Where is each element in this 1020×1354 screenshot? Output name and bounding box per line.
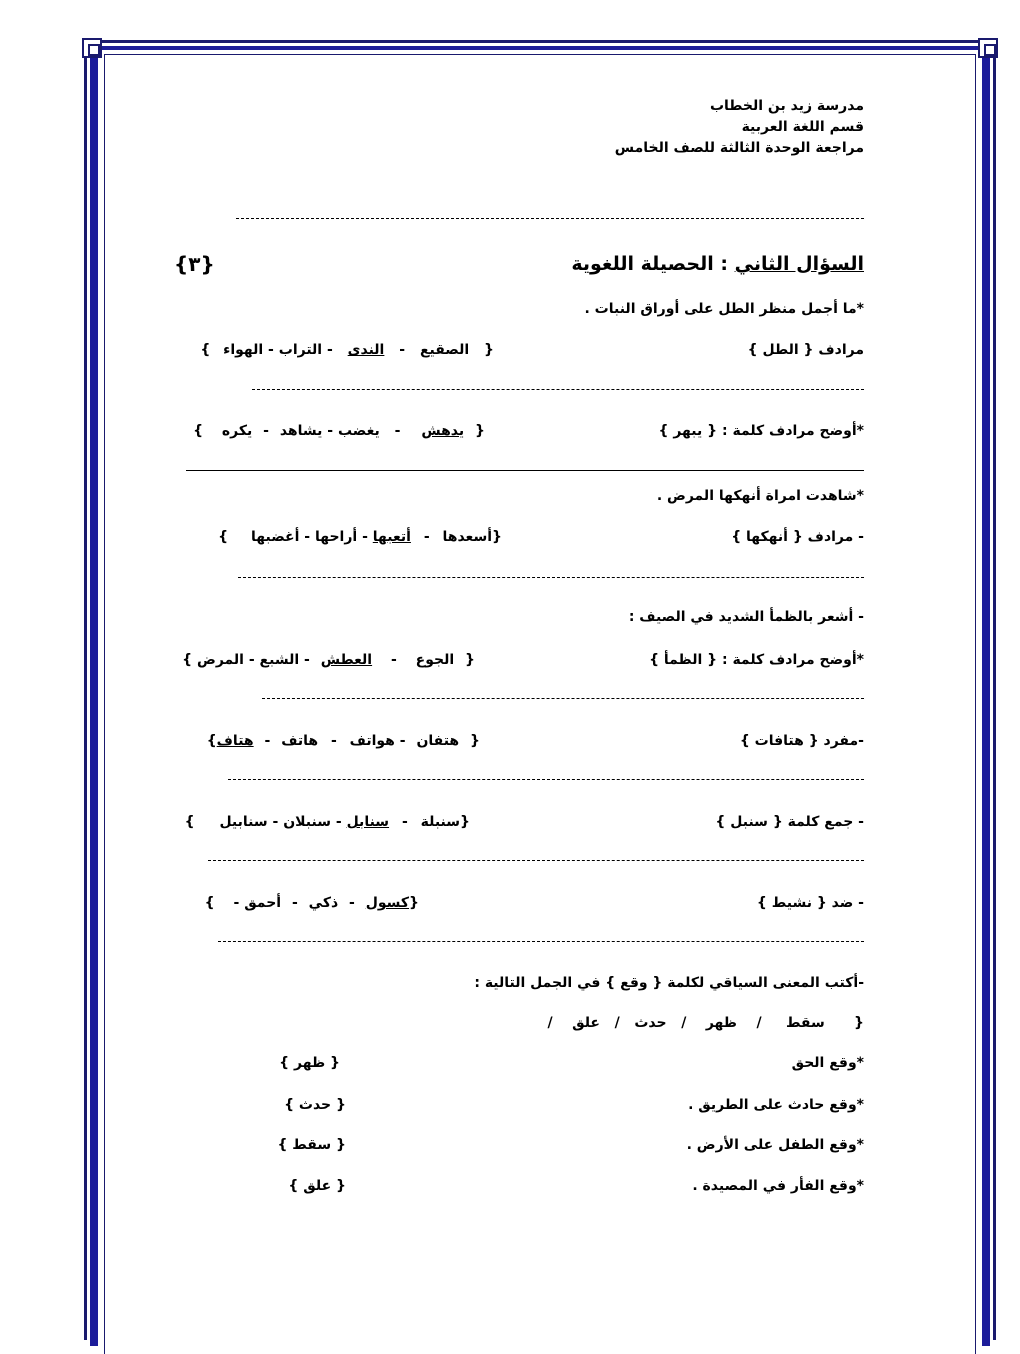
q5-label: -مفرد { هتافات } bbox=[739, 733, 864, 749]
header-divider bbox=[236, 218, 864, 219]
sentence-2: *شاهدت امراة أنهكها المرض . bbox=[656, 488, 864, 504]
answer-line bbox=[262, 698, 864, 699]
section-title bbox=[571, 252, 864, 276]
q1-options: { الصقيع - الندى - التراب - الهواء } bbox=[200, 342, 494, 358]
question-label: السؤال الثاني bbox=[734, 253, 864, 275]
q4-label: *أوضح مرادف كلمة : { الظمأ } bbox=[649, 652, 864, 668]
q4-correct: العطش bbox=[320, 652, 373, 668]
corner-ornament-right bbox=[978, 38, 998, 58]
q1-label: مرادف { الطل } bbox=[747, 342, 864, 358]
corner-ornament-left bbox=[82, 38, 102, 58]
q2-label: *أوضح مرادف كلمة : { يبهر } bbox=[658, 423, 864, 439]
q2-correct: يدهش bbox=[421, 423, 465, 439]
context-instruction: -أكتب المعنى السياقي لكلمة { وقع } في الجمل التالية : bbox=[474, 975, 864, 991]
q5-correct: هتاف bbox=[216, 733, 254, 749]
answer-line bbox=[238, 577, 864, 578]
context-options: { سقط / ظهر / حدث / علق / bbox=[547, 1015, 864, 1031]
answer-line bbox=[252, 389, 864, 390]
q3-label: - مرادف { أنهكها } bbox=[731, 529, 864, 545]
sentence-1: *ما أجمل منظر الطل على أوراق النبات . bbox=[584, 301, 864, 317]
department-name: قسم اللغة العربية bbox=[741, 119, 864, 135]
score-badge: {٣} bbox=[174, 252, 215, 276]
q2-options: { يدهش - يغضب - يشاهد - يكره } bbox=[193, 423, 485, 439]
answer-line bbox=[218, 941, 864, 942]
answer-line bbox=[208, 860, 864, 861]
context-answer: { سقط } bbox=[277, 1137, 346, 1153]
q4-options: { الجوع - العطش - الشبع - المرض } bbox=[182, 652, 475, 668]
q7-correct: كسول bbox=[365, 895, 410, 911]
context-answer: { ظهر } bbox=[279, 1055, 340, 1071]
q6-label: - جمع كلمة { سنبل } bbox=[715, 814, 864, 830]
context-sentence: *وقع الفأر في المصيدة . bbox=[692, 1178, 864, 1194]
context-sentence: *وقع الحق bbox=[791, 1055, 864, 1071]
q7-label: - ضد { نشيط } bbox=[756, 895, 864, 911]
answer-line bbox=[228, 779, 864, 780]
q6-correct: سنابل bbox=[346, 814, 390, 830]
context-sentence: *وقع الطفل على الأرض . bbox=[686, 1137, 864, 1153]
q3-correct: أتعبها bbox=[372, 529, 411, 545]
q5-options: { هتفان - هواتف - هاتف - هتاف} bbox=[206, 733, 480, 749]
context-sentence: *وقع حادث على الطريق . bbox=[688, 1097, 864, 1113]
context-answer: { علق } bbox=[288, 1178, 346, 1194]
answer-line bbox=[186, 470, 864, 471]
q6-options: {سنبلة - سنابل - سنبلان - سنابيل } bbox=[184, 814, 470, 830]
school-name: مدرسة زيد بن الخطاب bbox=[709, 98, 864, 114]
q7-options: {كسول - ذكي - أحمق - } bbox=[204, 895, 419, 911]
review-title: مراجعة الوحدة الثالثة للصف الخامس bbox=[614, 140, 864, 156]
sentence-3: - أشعر بالظمأ الشديد في الصيف : bbox=[628, 609, 864, 625]
q1-correct: الندى bbox=[347, 342, 385, 358]
q3-options: {أسعدها - أتعبها - أراحها - أغضبها } bbox=[218, 529, 502, 545]
page-frame-inner bbox=[104, 54, 976, 1354]
title-separator: : bbox=[720, 253, 728, 275]
topic-title: الحصيلة اللغوية bbox=[571, 253, 714, 275]
context-answer: { حدث } bbox=[284, 1097, 346, 1113]
